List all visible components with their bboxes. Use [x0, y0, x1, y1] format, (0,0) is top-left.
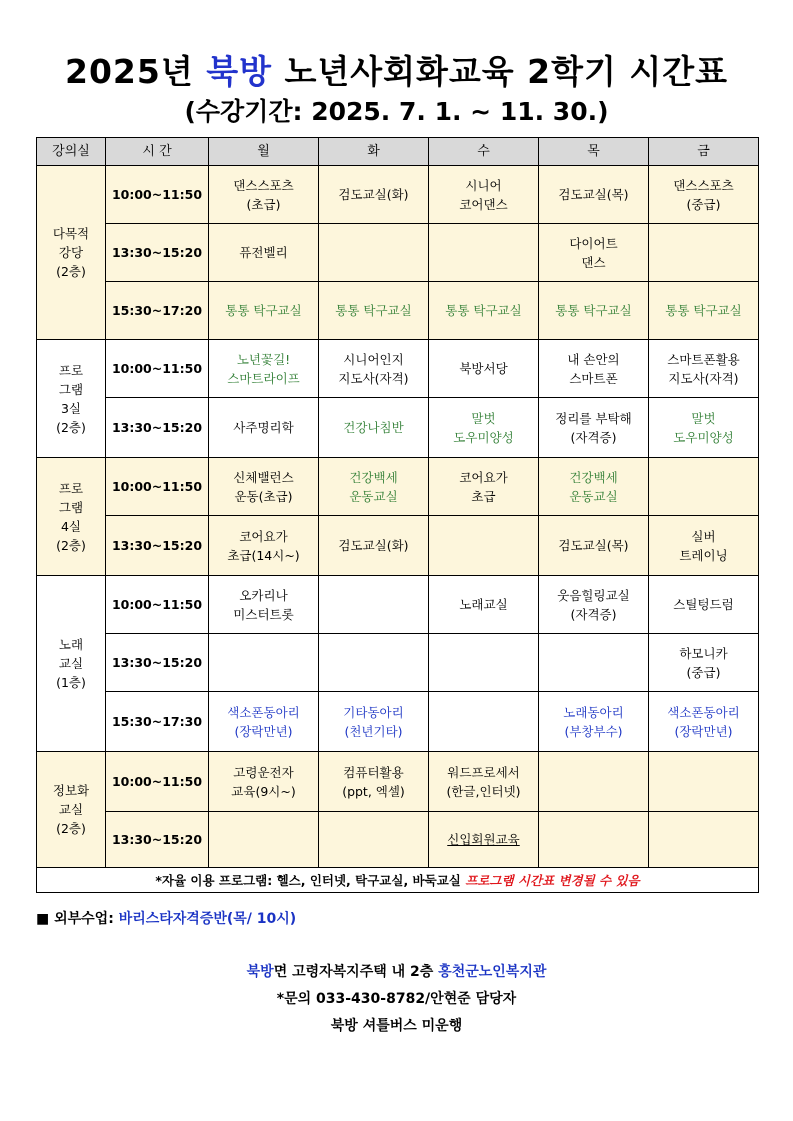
table-row [37, 166, 759, 224]
class-cell [649, 752, 759, 812]
class-cell: 코어요가 초급 [429, 458, 539, 516]
table-row [37, 458, 759, 516]
footer-address [0, 961, 793, 981]
time-cell: 15:30~17:30 [106, 692, 209, 752]
class-cell [539, 634, 649, 692]
room-cell: 노래 교실 (1층) [37, 576, 106, 752]
class-cell: 통통 탁구교실 [319, 282, 429, 340]
class-cell: 워드프로세서 (한글,인터넷) [429, 752, 539, 812]
room-cell: 프로 그램 4실 (2층) [37, 458, 106, 576]
class-cell: 검도교실(목) [539, 166, 649, 224]
class-cell: 통통 탁구교실 [429, 282, 539, 340]
class-cell: 노년꽃길! 스마트라이프 [209, 340, 319, 398]
class-cell: 다이어트 댄스 [539, 224, 649, 282]
class-cell: 하모니카 (중급) [649, 634, 759, 692]
table-row [37, 398, 759, 458]
class-cell: 통통 탁구교실 [209, 282, 319, 340]
class-cell: 통통 탁구교실 [649, 282, 759, 340]
class-cell: 웃음힐링교실 (자격증) [539, 576, 649, 634]
time-cell: 10:00~11:50 [106, 340, 209, 398]
table-row [37, 752, 759, 812]
class-cell [649, 458, 759, 516]
title-year: 2025년 [65, 52, 194, 91]
class-cell: 실버 트레이닝 [649, 516, 759, 576]
class-cell: 건강백세 운동교실 [319, 458, 429, 516]
time-cell: 13:30~15:20 [106, 398, 209, 458]
class-cell [209, 634, 319, 692]
class-cell: 스틸텅드럼 [649, 576, 759, 634]
class-cell: 신입회원교육 [429, 812, 539, 868]
note-row [37, 868, 759, 893]
class-cell: 코어요가 초급(14시~) [209, 516, 319, 576]
header-time: 시 간 [106, 138, 209, 166]
square-bullet-icon: ■ [36, 911, 50, 927]
class-cell: 건강백세 운동교실 [539, 458, 649, 516]
class-cell: 퓨전벨리 [209, 224, 319, 282]
header-room: 강의실 [37, 138, 106, 166]
class-cell [319, 576, 429, 634]
class-cell: 시니어 코어댄스 [429, 166, 539, 224]
title-place: 북방 [206, 52, 272, 91]
footer-mid: 면 고령자복지주택 내 2층 [273, 964, 434, 980]
class-cell [429, 224, 539, 282]
class-cell: 북방서당 [429, 340, 539, 398]
footer-org: 홍천군노인복지관 [438, 964, 547, 980]
class-cell: 건강나침반 [319, 398, 429, 458]
time-cell: 13:30~15:20 [106, 516, 209, 576]
class-cell: 통통 탁구교실 [539, 282, 649, 340]
table-row [37, 576, 759, 634]
class-cell: 색소폰동아리 (장락만년) [209, 692, 319, 752]
header-fri: 금 [649, 138, 759, 166]
header-wed: 수 [429, 138, 539, 166]
page-title [0, 46, 793, 93]
header-mon: 월 [209, 138, 319, 166]
class-cell: 댄스스포츠 (중급) [649, 166, 759, 224]
table-row [37, 224, 759, 282]
class-cell: 기타동아리 (천년기타) [319, 692, 429, 752]
table-row [37, 516, 759, 576]
class-cell [539, 752, 649, 812]
class-cell: 컴퓨터활용 (ppt, 엑셀) [319, 752, 429, 812]
header-thu: 목 [539, 138, 649, 166]
time-cell: 13:30~15:20 [106, 224, 209, 282]
class-cell: 신체밸런스 운동(초급) [209, 458, 319, 516]
table-row [37, 812, 759, 868]
header-row [37, 138, 759, 166]
class-cell [429, 516, 539, 576]
time-cell: 13:30~15:20 [106, 812, 209, 868]
class-cell: 스마트폰활용 지도사(자격) [649, 340, 759, 398]
time-cell: 13:30~15:20 [106, 634, 209, 692]
class-cell [649, 224, 759, 282]
time-cell: 10:00~11:50 [106, 166, 209, 224]
class-cell [319, 224, 429, 282]
class-cell: 검도교실(화) [319, 166, 429, 224]
class-cell: 검도교실(화) [319, 516, 429, 576]
time-cell: 10:00~11:50 [106, 576, 209, 634]
class-cell [429, 692, 539, 752]
class-cell [319, 634, 429, 692]
table-row [37, 340, 759, 398]
page-subtitle: (수강기간: 2025. 7. 1. ~ 11. 30.) [184, 97, 609, 126]
class-cell [429, 634, 539, 692]
time-cell: 15:30~17:20 [106, 282, 209, 340]
room-cell: 프로 그램 3실 (2층) [37, 340, 106, 458]
room-cell: 정보화 교실 (2층) [37, 752, 106, 868]
header-tue: 화 [319, 138, 429, 166]
table-row [37, 282, 759, 340]
external-class [36, 908, 296, 928]
table-row [37, 692, 759, 752]
time-cell: 10:00~11:50 [106, 458, 209, 516]
class-cell: 댄스스포츠 (초급) [209, 166, 319, 224]
class-cell [319, 812, 429, 868]
class-cell: 오카리나 미스터트롯 [209, 576, 319, 634]
class-cell: 말벗 도우미양성 [429, 398, 539, 458]
title-rest: 노년사회화교육 2학기 시간표 [284, 52, 728, 91]
class-cell: 내 손안의 스마트폰 [539, 340, 649, 398]
timetable [36, 137, 759, 893]
class-cell: 노래동아리 (부창부수) [539, 692, 649, 752]
footer-contact: *문의 033-430-8782/안현준 담당자 [276, 991, 517, 1007]
room-cell: 다목적 강당 (2층) [37, 166, 106, 340]
note-warning: 프로그램 시간표 변경될 수 있음 [465, 872, 640, 888]
class-cell: 노래교실 [429, 576, 539, 634]
note-text: *자율 이용 프로그램: 헬스, 인터넷, 탁구교실, 바둑교실 [155, 872, 461, 888]
table-row [37, 634, 759, 692]
class-cell [209, 812, 319, 868]
external-label: 외부수업: [54, 911, 114, 927]
footer-place: 북방 [246, 964, 274, 980]
class-cell [649, 812, 759, 868]
class-cell: 색소폰동아리 (장락만년) [649, 692, 759, 752]
class-cell: 고령운전자 교육(9시~) [209, 752, 319, 812]
class-cell: 시니어인지 지도사(자격) [319, 340, 429, 398]
class-cell [539, 812, 649, 868]
note-cell [37, 868, 759, 893]
class-cell: 말벗 도우미양성 [649, 398, 759, 458]
class-cell: 사주명리학 [209, 398, 319, 458]
external-value: 바리스타자격증반(목/ 10시) [118, 911, 297, 927]
class-cell: 정리를 부탁해 (자격증) [539, 398, 649, 458]
time-cell: 10:00~11:50 [106, 752, 209, 812]
class-cell: 검도교실(목) [539, 516, 649, 576]
footer-shuttle: 북방 셔틀버스 미운행 [330, 1018, 463, 1034]
